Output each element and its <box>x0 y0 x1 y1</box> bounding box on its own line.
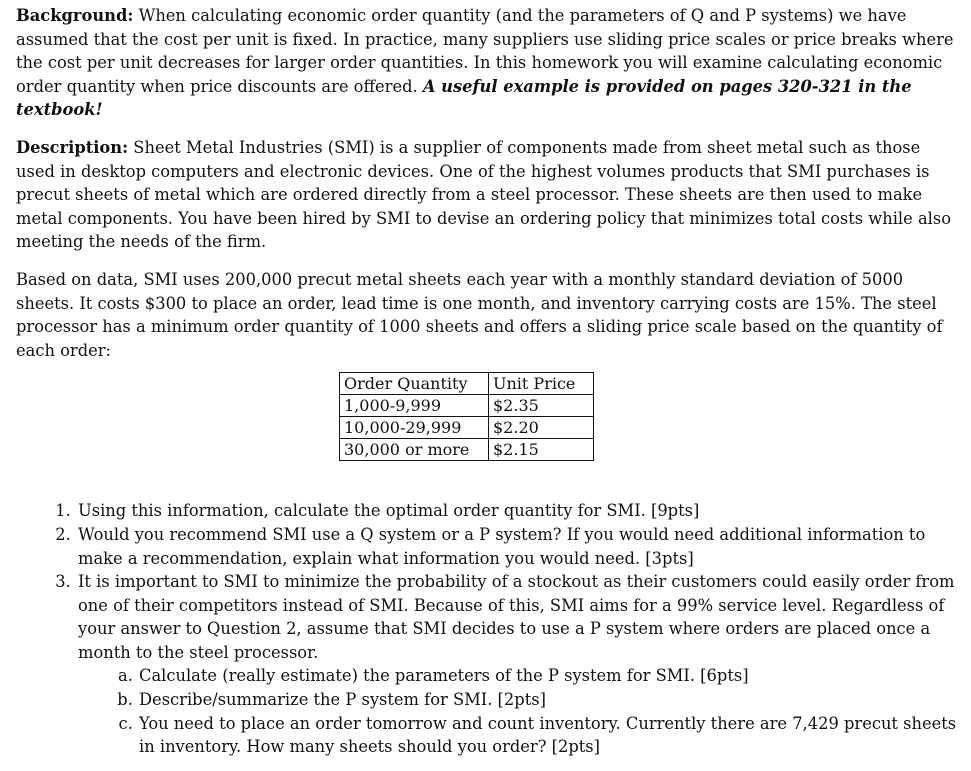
description-text: Sheet Metal Industries (SMI) is a supplier of components made from sheet metal such as those used in desktop computers and electronic devices. One of the highest volumes products that SMI purchases is precut sheets of metal which are ordered directly from a steel processor. These sheets are then used to make metal components. You have been hired by SMI to devise an ordering policy that minimizes total costs while also meeting the needs of the firm. <box>16 137 952 252</box>
price-table <box>339 372 594 461</box>
order-quantity-cell: 30,000 or more <box>340 439 489 461</box>
order-quantity-header: Order Quantity <box>340 373 489 395</box>
subquestion-list <box>78 664 961 758</box>
order-quantity-cell: 1,000-9,999 <box>340 395 489 417</box>
price-table-header-row <box>340 373 594 395</box>
subquestion-item <box>138 688 961 712</box>
question-list <box>16 499 961 759</box>
price-table-row <box>340 439 594 461</box>
question-text: Would you recommend SMI use a Q system or a P system? If you would need additional information to make a recommendation, explain what information you would need. [3pts] <box>78 524 926 568</box>
unit-price-cell: $2.20 <box>489 417 594 439</box>
subquestion-item <box>138 712 961 759</box>
unit-price-cell: $2.15 <box>489 439 594 461</box>
question-text: Using this information, calculate the optimal order quantity for SMI. [9pts] <box>78 501 700 521</box>
description-label: Description: <box>16 137 129 157</box>
question-item <box>76 499 961 523</box>
textbook-reference: A useful example is provided on pages 320-321 in the textbook! <box>16 76 912 120</box>
background-label: Background: <box>16 6 134 25</box>
data-paragraph: Based on data, SMI uses 200,000 precut metal sheets each year with a monthly standard deviation of 5000 sheets. It costs $300 to place an order, lead time is one month, and inventory carrying costs are 15%. The steel processor has a minimum order quantity of 1000 sheets and offers a sliding price scale based on the quantity of each order: <box>16 269 943 360</box>
homework-document <box>16 4 961 759</box>
order-quantity-cell: 10,000-29,999 <box>340 417 489 439</box>
price-table-row <box>340 417 594 439</box>
question-text: It is important to SMI to minimize the probability of a stockout as their customers could easily order from one of their competitors instead of SMI. Because of this, SMI aims for a 99% service level. Regardless of your answer to Question 2, assume that SMI decides to use a P system where orders are placed once a month to the steel processor. <box>78 572 955 662</box>
subquestion-text: You need to place an order tomorrow and count inventory. Currently there are 7,429 precut sheets in inventory. How many sheets should you order? [2pts] <box>139 713 957 757</box>
background-text: When calculating economic order quantity (and the parameters of Q and P systems) we have assumed that the cost per unit is fixed. In practice, many suppliers use sliding price scales or price breaks where the cost per unit decreases for larger order quantities. In this homework you will examine calculating economic order quantity when price discounts are offered. <box>16 6 954 96</box>
unit-price-header: Unit Price <box>489 373 594 395</box>
background-paragraph <box>16 4 961 122</box>
subquestion-item <box>138 664 961 688</box>
price-table-row <box>340 395 594 417</box>
question-item <box>76 523 961 570</box>
subquestion-text: Calculate (really estimate) the parameters of the P system for SMI. [6pts] <box>139 666 749 686</box>
description-paragraph <box>16 136 961 254</box>
unit-price-cell: $2.35 <box>489 395 594 417</box>
question-item <box>76 570 961 759</box>
subquestion-text: Describe/summarize the P system for SMI. [2pts] <box>139 690 546 710</box>
